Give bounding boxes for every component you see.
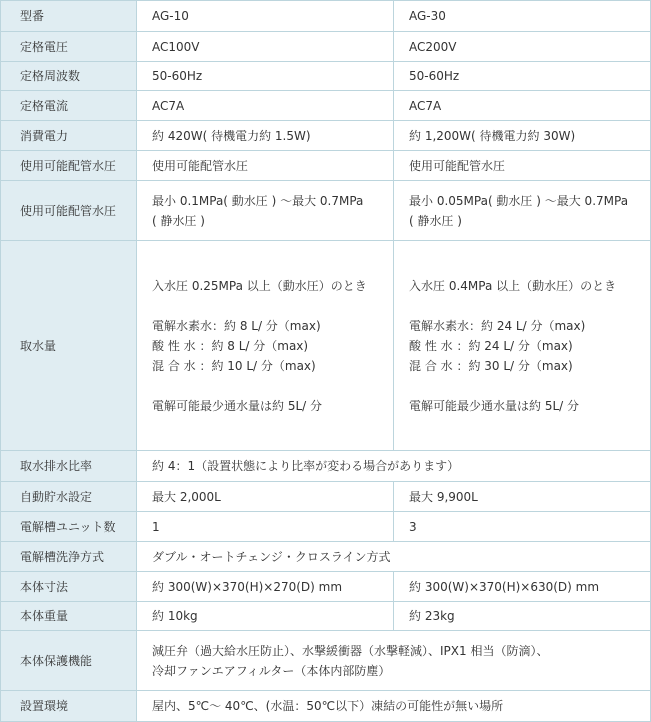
row-label: 定格周波数	[1, 62, 137, 91]
row-label: 使用可能配管水圧	[1, 181, 137, 241]
cell-ag10: AG-10	[137, 1, 394, 32]
row-label: 本体寸法	[1, 572, 137, 602]
cell-ag10	[137, 241, 394, 451]
flow-line: 入水圧 0.4MPa 以上（動水圧）のとき	[409, 278, 617, 293]
row-label: 型番	[1, 1, 137, 32]
table-row	[1, 482, 651, 512]
cell-ag10: 約 300(W)×370(H)×270(D) mm	[137, 572, 394, 602]
table-row	[1, 451, 651, 482]
row-label: 自動貯水設定	[1, 482, 137, 512]
flow-line: 混 合 水 ：約 30 L/ 分（max)	[409, 358, 573, 373]
cell-ag10: 約 10kg	[137, 602, 394, 631]
table-row	[1, 181, 651, 241]
flow-line: 電解可能最少通水量は約 5L/ 分	[152, 398, 322, 413]
cell-merged	[137, 631, 651, 691]
table-row	[1, 602, 651, 631]
cell-ag30: AG-30	[394, 1, 651, 32]
cell-ag10: AC100V	[137, 32, 394, 62]
table-row	[1, 32, 651, 62]
table-row	[1, 512, 651, 542]
cell-ag10: 約 420W( 待機電力約 1.5W)	[137, 121, 394, 151]
flow-line: 電解水素水：約 24 L/ 分（max)	[409, 318, 586, 333]
cell-ag30: AC7A	[394, 91, 651, 121]
row-label: 取水排水比率	[1, 451, 137, 482]
cell-ag30: 3	[394, 512, 651, 542]
table-row	[1, 91, 651, 121]
pressure-range-line: ( 静水圧 )	[152, 213, 205, 228]
cell-merged: 約 4：1（設置状態により比率が変わる場合があります）	[137, 451, 651, 482]
protection-line: 冷却ファンエアフィルター（本体内部防塵）	[152, 663, 391, 678]
row-label: 電解槽洗浄方式	[1, 542, 137, 572]
cell-ag10: AC7A	[137, 91, 394, 121]
cell-ag30: 使用可能配管水圧	[394, 151, 651, 181]
table-row	[1, 62, 651, 91]
pressure-range-line: ( 静水圧 )	[409, 213, 462, 228]
cell-ag30: 約 23kg	[394, 602, 651, 631]
table-row	[1, 572, 651, 602]
row-label: 定格電流	[1, 91, 137, 121]
row-label: 使用可能配管水圧	[1, 151, 137, 181]
cell-ag10	[137, 181, 394, 241]
pressure-range-line: 最小 0.05MPa( 動水圧 ) ～最大 0.7MPa	[409, 193, 629, 208]
flow-line: 混 合 水 ：約 10 L/ 分（max)	[152, 358, 316, 373]
table-row	[1, 241, 651, 451]
pressure-range-line: 最小 0.1MPa( 動水圧 ) ～最大 0.7MPa	[152, 193, 364, 208]
flow-line: 電解水素水：約 8 L/ 分（max)	[152, 318, 321, 333]
cell-ag30	[394, 241, 651, 451]
row-label: 本体保護機能	[1, 631, 137, 691]
row-label: 本体重量	[1, 602, 137, 631]
table-row	[1, 151, 651, 181]
table-row	[1, 542, 651, 572]
cell-ag10: 使用可能配管水圧	[137, 151, 394, 181]
flow-line: 酸 性 水 ：約 24 L/ 分（max)	[409, 338, 573, 353]
flow-line: 電解可能最少通水量は約 5L/ 分	[409, 398, 579, 413]
cell-ag30	[394, 181, 651, 241]
row-label: 取水量	[1, 241, 137, 451]
cell-ag30: 最大 9,900L	[394, 482, 651, 512]
row-label: 定格電圧	[1, 32, 137, 62]
protection-line: 減圧弁（過大給水圧防止）、水撃緩衝器（水撃軽減）、IPX1 相当（防滴）、	[152, 643, 549, 658]
row-label: 設置環境	[1, 691, 137, 722]
table-row	[1, 1, 651, 32]
flow-line: 入水圧 0.25MPa 以上（動水圧）のとき	[152, 278, 367, 293]
cell-ag30: AC200V	[394, 32, 651, 62]
cell-ag30: 50-60Hz	[394, 62, 651, 91]
cell-ag10: 1	[137, 512, 394, 542]
cell-merged: 屋内、5℃～ 40℃、(水温：50℃以下）凍結の可能性が無い場所	[137, 691, 651, 722]
table-row	[1, 631, 651, 691]
cell-ag30: 約 1,200W( 待機電力約 30W)	[394, 121, 651, 151]
table-row	[1, 121, 651, 151]
cell-ag30: 約 300(W)×370(H)×630(D) mm	[394, 572, 651, 602]
cell-ag10: 最大 2,000L	[137, 482, 394, 512]
row-label: 電解槽ユニット数	[1, 512, 137, 542]
table-row	[1, 691, 651, 722]
cell-ag10: 50-60Hz	[137, 62, 394, 91]
flow-line: 酸 性 水 ：約 8 L/ 分（max)	[152, 338, 309, 353]
row-label: 消費電力	[1, 121, 137, 151]
cell-merged: ダブル・オートチェンジ・クロスライン方式	[137, 542, 651, 572]
